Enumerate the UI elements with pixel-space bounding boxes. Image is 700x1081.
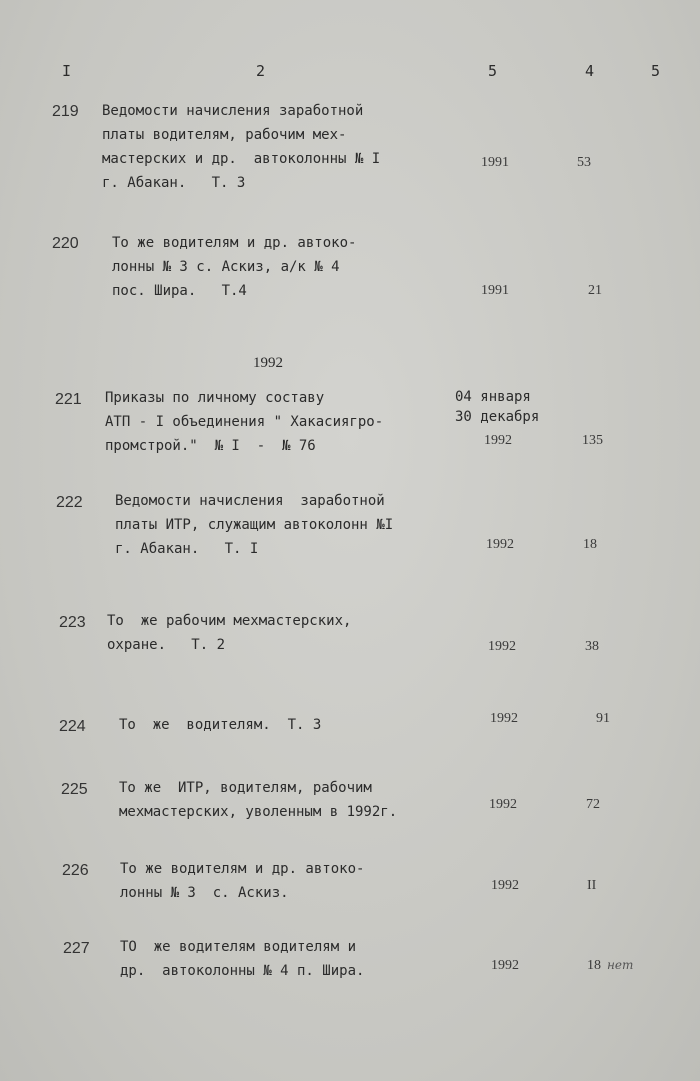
entry-description bbox=[120, 857, 364, 905]
desc-line: платы водителям, рабочим мех- bbox=[102, 127, 347, 143]
desc-line: То же ИТР, водителям, рабочим bbox=[119, 780, 372, 796]
desc-line: охране. Т. 2 bbox=[107, 637, 226, 653]
entry-description bbox=[105, 386, 383, 458]
entry-description bbox=[107, 609, 351, 657]
entry-count: 91 bbox=[596, 711, 610, 726]
desc-line: платы ИТР, служащим автоколонн №I bbox=[115, 517, 394, 533]
desc-line: То же водителям и др. автоко- bbox=[112, 235, 357, 251]
desc-line: ТО же водителям водителям и bbox=[120, 939, 357, 955]
desc-line: Приказы по личному составу bbox=[105, 390, 325, 406]
entry-count: 72 bbox=[586, 797, 600, 812]
header-col-4: 4 bbox=[585, 62, 595, 80]
entry-number: 222 bbox=[56, 494, 83, 511]
entry-date: 1992 bbox=[489, 797, 517, 812]
entry-count: II bbox=[587, 878, 597, 893]
entry-count bbox=[587, 958, 633, 974]
date-from: 04 января bbox=[455, 389, 531, 405]
entry-description bbox=[115, 489, 393, 561]
entry-description bbox=[120, 935, 364, 983]
entry-number: 225 bbox=[61, 781, 88, 798]
entry-description bbox=[119, 776, 397, 824]
entry-description bbox=[112, 231, 356, 303]
header-col-2: 2 bbox=[256, 62, 266, 80]
desc-line: г. Абакан. Т. I bbox=[115, 541, 259, 557]
date-range bbox=[455, 387, 539, 427]
entry-number: 224 bbox=[59, 718, 86, 735]
entry-date: 1992 bbox=[491, 958, 519, 973]
desc-line: мехмастерских, уволенным в 1992г. bbox=[119, 804, 398, 820]
desc-line: мастерских и др. автоколонны № I bbox=[102, 151, 381, 167]
handwritten-note: нет bbox=[607, 958, 634, 972]
entry-number: 223 bbox=[59, 614, 86, 631]
entry-description bbox=[102, 99, 380, 195]
entry-number: 226 bbox=[62, 862, 89, 879]
entry-date: 1992 bbox=[490, 711, 518, 726]
entry-date: 1992 bbox=[488, 639, 516, 654]
header-col-3: 5 bbox=[488, 62, 498, 80]
desc-line: АТП - I объединения " Хакасиягро- bbox=[105, 414, 384, 430]
year-heading: 1992 bbox=[253, 355, 283, 371]
entry-count: 21 bbox=[588, 283, 602, 298]
entry-date: 1992 bbox=[484, 433, 512, 448]
entry-date: 1992 bbox=[491, 878, 519, 893]
entry-number: 227 bbox=[63, 940, 90, 957]
entry-count: 53 bbox=[577, 155, 591, 170]
desc-line: лонны № 3 с. Аскиз, а/к № 4 bbox=[112, 259, 340, 275]
header-col-1: I bbox=[62, 62, 72, 80]
entry-date: 1991 bbox=[481, 283, 509, 298]
entry-description bbox=[119, 713, 321, 737]
entry-count: 38 bbox=[585, 639, 599, 654]
desc-line: То же водителям. Т. 3 bbox=[119, 717, 322, 733]
desc-line: др. автоколонны № 4 п. Шира. bbox=[120, 963, 365, 979]
desc-line: лонны № 3 с. Аскиз. bbox=[120, 885, 289, 901]
desc-line: Ведомости начисления заработной bbox=[115, 493, 385, 509]
desc-line: промстрой." № I - № 76 bbox=[105, 438, 316, 454]
desc-line: г. Абакан. Т. 3 bbox=[102, 175, 246, 191]
desc-line: пос. Шира. Т.4 bbox=[112, 283, 247, 299]
entry-number: 220 bbox=[52, 235, 79, 252]
desc-line: Ведомости начисления заработной bbox=[102, 103, 364, 119]
entry-date: 1992 bbox=[486, 537, 514, 552]
entry-number: 221 bbox=[55, 391, 82, 408]
entry-count: 135 bbox=[582, 433, 603, 448]
desc-line: То же водителям и др. автоко- bbox=[120, 861, 365, 877]
header-col-5: 5 bbox=[651, 62, 661, 80]
entry-number: 219 bbox=[52, 103, 79, 120]
desc-line: То же рабочим мехмастерских, bbox=[107, 613, 352, 629]
date-to: 30 декабря bbox=[455, 409, 540, 425]
entry-count: 18 bbox=[583, 537, 597, 552]
entry-date: 1991 bbox=[481, 155, 509, 170]
entry-count-value: 18 bbox=[587, 958, 601, 973]
